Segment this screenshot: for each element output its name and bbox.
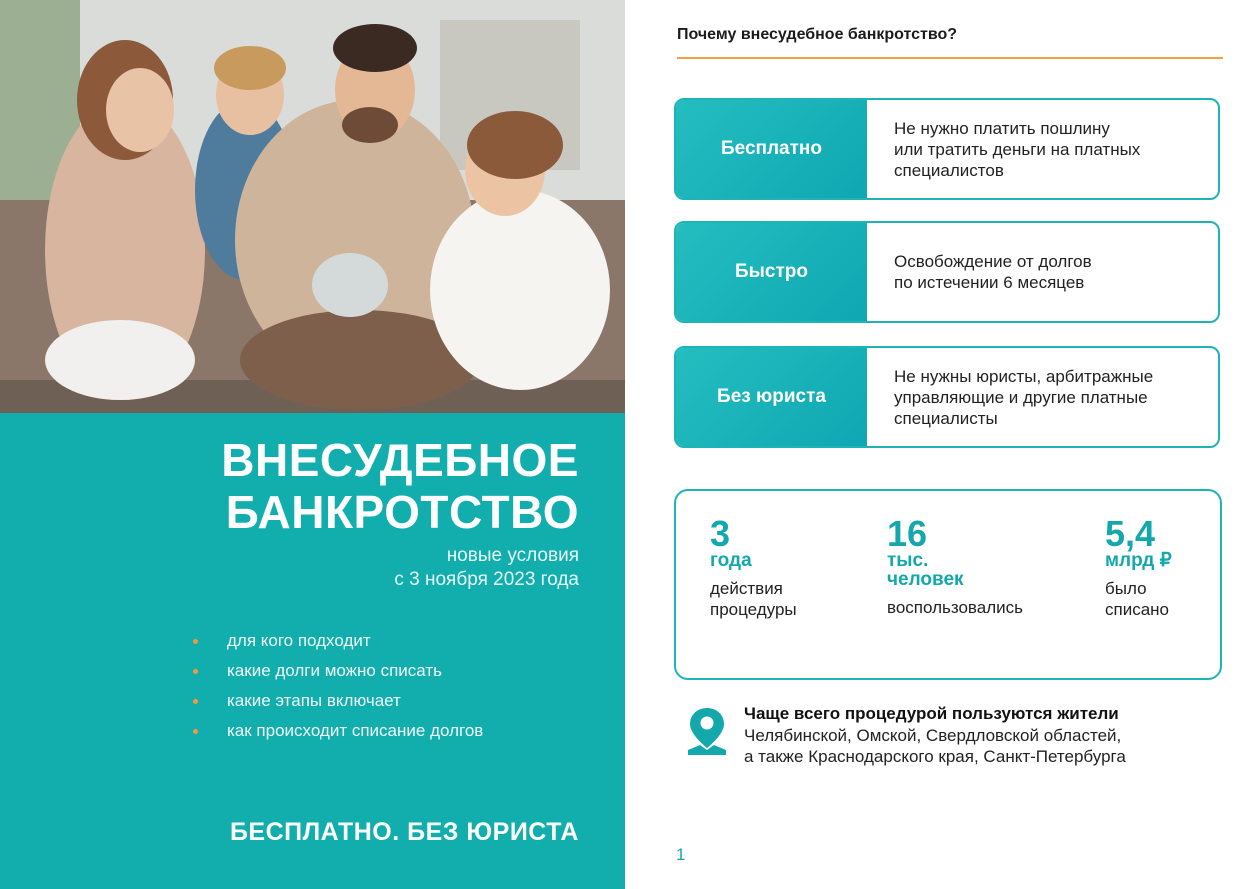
feature-description: Освобождение от долгов по истечении 6 месяцев — [894, 252, 1092, 292]
stat-people — [887, 513, 1023, 618]
feature-description: Не нужны юристы, арбитражные управляющие и другие платные специалисты — [894, 366, 1154, 428]
location-title: Чаще всего процедурой пользуются жители — [744, 704, 1119, 723]
feature-tag: Бесплатно — [676, 100, 867, 198]
stat-years — [710, 513, 797, 620]
page-number: 1 — [676, 845, 686, 864]
bullet-text: как происходит списание долгов — [227, 721, 484, 740]
hero-bullet-list — [193, 626, 483, 746]
stat-written-off — [1105, 513, 1172, 620]
family-photo-illustration — [0, 0, 625, 413]
bullet-dot-icon — [193, 729, 198, 734]
feature-card-fast — [674, 221, 1220, 323]
hero-footer-slogan: БЕСПЛАТНО. БЕЗ ЮРИСТА — [229, 818, 579, 846]
bullet-item — [193, 656, 483, 686]
bullet-text: какие этапы включает — [227, 691, 401, 710]
bullet-item — [193, 626, 483, 656]
bullet-dot-icon — [193, 639, 198, 644]
feature-card-free — [674, 98, 1220, 200]
page-heading: Почему внесудебное банкротство? — [677, 26, 958, 43]
bullet-text: какие долги можно списать — [227, 661, 443, 680]
left-panel — [0, 0, 625, 889]
family-photo — [0, 0, 625, 413]
stat-label: действия процедуры — [710, 579, 797, 619]
map-pin-icon — [686, 706, 728, 756]
hero-title-line2: БАНКРОТСТВО — [225, 486, 579, 538]
bullet-item — [193, 686, 483, 716]
bullet-item — [193, 716, 483, 746]
stat-unit: года — [710, 550, 752, 571]
stat-unit: млрд ₽ — [1105, 550, 1172, 571]
feature-tag: Быстро — [676, 223, 867, 321]
stats-panel — [674, 489, 1222, 680]
location-text: Челябинской, Омской, Свердловской областей, а также Краснодарского края, Санкт-Петербурга — [744, 726, 1126, 766]
hero-title — [221, 434, 579, 538]
bullet-text: для кого подходит — [227, 631, 371, 650]
stat-number: 5,4 — [1105, 513, 1156, 554]
hero-subtitle-line2: с 3 ноября 2023 года — [394, 569, 579, 590]
hero-title-line1: ВНЕСУДЕБНОЕ — [221, 434, 579, 486]
feature-description: Не нужно платить пошлину или тратить деньги на платных специалистов — [894, 118, 1141, 180]
hero-subtitle — [394, 544, 579, 592]
stat-number: 3 — [710, 513, 731, 554]
stat-label: было списано — [1105, 579, 1169, 619]
stat-label: воспользовались — [887, 598, 1023, 617]
bullet-dot-icon — [193, 669, 198, 674]
heading-divider — [677, 57, 1223, 59]
stat-unit: тыс. человек — [887, 550, 964, 590]
feature-tag: Без юриста — [676, 348, 867, 446]
bullet-dot-icon — [193, 699, 198, 704]
feature-card-no-lawyer — [674, 346, 1220, 448]
hero-subtitle-line1: новые условия — [446, 545, 579, 566]
stat-number: 16 — [887, 513, 928, 554]
